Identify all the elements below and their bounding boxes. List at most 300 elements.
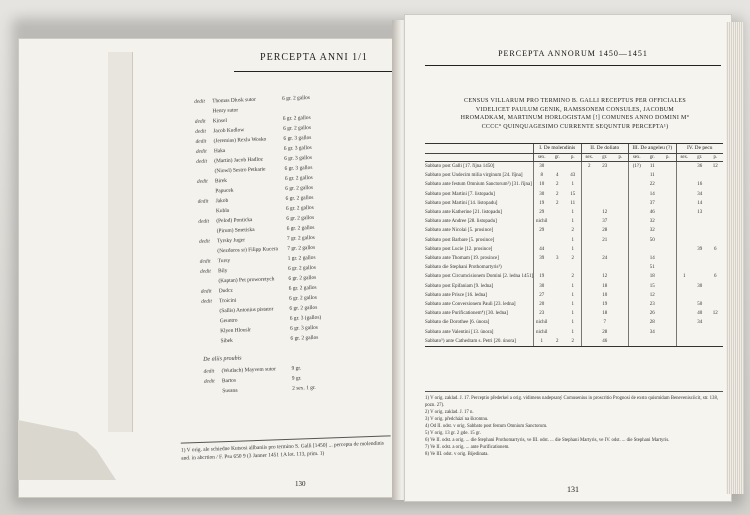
table-cell (582, 272, 598, 281)
table-cell: 23 (539, 311, 545, 317)
table-cell (613, 337, 629, 346)
table-cell: 2 (571, 338, 574, 344)
table-cell (582, 245, 598, 254)
table-cell (660, 190, 676, 199)
table-cell: 1 (571, 292, 574, 298)
unit-label: p. (618, 155, 623, 160)
table-cell (613, 263, 629, 272)
table-cell (629, 309, 645, 318)
table-cell: 28 (602, 329, 608, 335)
entry-value: 9 gr. (291, 365, 302, 372)
entry-mark: dedit (196, 178, 208, 185)
table-row (425, 162, 723, 171)
table-cell: 1 (571, 283, 574, 289)
table-cell (613, 318, 629, 327)
table-cell (708, 171, 724, 180)
table-row (425, 263, 723, 272)
footnote: 4) Od II. odst. v orig. Sabbato post festum Omnium Sanctorum. (425, 424, 548, 429)
table-cell: 1 (571, 210, 574, 216)
entry-name: Geuntro (219, 317, 238, 325)
entry-name: Henry sutor (212, 107, 239, 115)
table-cell: 2 (571, 274, 574, 280)
table-cell (582, 236, 598, 245)
table-cell: 1 (571, 246, 574, 252)
table-cell: nichil (536, 320, 548, 326)
unit-label: gr. (697, 155, 703, 160)
table-cell: 2 (556, 182, 559, 188)
table-cell (660, 282, 676, 291)
table-cell (582, 199, 598, 208)
table-cell (708, 337, 724, 346)
left-page-header: PERCEPTA ANNI 1/1 (234, 45, 394, 72)
footnote: 3) V orig. předchází na škromnu. (425, 417, 489, 422)
entry-value: 6 gr. 3 (gallos) (289, 314, 322, 322)
table-cell: nichil (536, 219, 548, 225)
table-cell (677, 208, 693, 217)
table-cell (534, 263, 550, 272)
entry-name: Troicini (219, 297, 237, 305)
entry-value: 6 gr. 3 gallos (290, 324, 319, 332)
table-row (425, 171, 723, 180)
table-cell: 11 (649, 164, 655, 169)
entry-value: 2 sex. 1 gr. (292, 384, 316, 392)
table-cell: 2 (556, 338, 559, 344)
table-cell: 6 (714, 274, 717, 280)
table-cell (660, 272, 676, 281)
column-header: III. De angeleu (?) (628, 144, 676, 153)
entry-value: 6 gr. 2 gallos (286, 214, 315, 222)
row-label: Sabbato ante Nicolai [5. prosince] (425, 228, 494, 234)
table-cell (550, 291, 566, 300)
table-cell (597, 245, 613, 254)
table-cell: 2 (571, 228, 574, 234)
table-cell (582, 263, 598, 272)
table-cell: 37 (602, 219, 608, 225)
table-cell (660, 291, 676, 300)
table-cell (582, 300, 598, 309)
entry-name: (Sallis) Antonius pistator (219, 306, 274, 315)
table-cell: 2 (571, 256, 574, 262)
table-row (425, 236, 723, 245)
table-cell: 15 (570, 191, 576, 197)
table-cell: 8 (540, 173, 543, 179)
entry-mark: dedit (195, 138, 207, 145)
table-cell: 29 (539, 210, 545, 216)
table-cell (629, 291, 645, 300)
table-cell (597, 171, 613, 180)
table-cell (613, 309, 629, 318)
table-row (425, 180, 723, 189)
table-cell (597, 180, 613, 189)
table-cell (677, 171, 693, 180)
unit-label: p. (570, 155, 575, 160)
entry-mark (194, 106, 212, 117)
table-cell (629, 180, 645, 189)
table-cell: 23 (602, 164, 608, 169)
table-cell (708, 226, 724, 235)
table-cell: 36 (697, 164, 703, 169)
table-cell (582, 217, 598, 226)
table-cell (660, 263, 676, 272)
table-cell: 39 (539, 256, 545, 262)
row-label: Sabbato ante Conversionem Pauli [23. ledna] (425, 302, 516, 308)
table-cell: 20 (539, 302, 545, 308)
footnote: 2) V orig. zaklad. J. 17 n. (425, 410, 474, 415)
row-label: Sabbato post Martini [7. listopadu] (425, 191, 495, 197)
table-cell (582, 180, 598, 189)
table-cell (550, 309, 566, 318)
table-cell (677, 236, 693, 245)
table-cell (582, 171, 598, 180)
unit-label: gr. (554, 155, 560, 160)
entry-mark (202, 316, 220, 327)
row-label: Sabbato ante Andree [28. listopadu] (425, 219, 497, 225)
table-cell: 11 (570, 200, 576, 206)
table-cell (677, 309, 693, 318)
entry-value: 6 gr. 2 gallos (287, 264, 317, 272)
column-header: II. De doliato (581, 144, 629, 153)
table-cell: (1?) (632, 164, 641, 169)
entry-name: Tyrsky Juger (216, 237, 246, 245)
footnote: 5) V orig. 13 gr. 2 gde. 15 gr. (425, 431, 481, 436)
table-cell (660, 337, 676, 346)
entry-value: 6 gr. 3 gallos (284, 164, 313, 172)
table-cell (629, 318, 645, 327)
table-cell (613, 171, 629, 180)
table-cell (565, 162, 581, 171)
table-cell: 32 (649, 219, 655, 225)
entry-mark (202, 336, 220, 347)
table-cell: 37 (649, 200, 655, 206)
table-cell (613, 236, 629, 245)
entry-value: 6 gr. 2 gallos (285, 204, 314, 212)
footnote: 1) V orig. zaklad. J. 17. Perceptio přederkel a orig. vidimens nadepsaný Comusenius in proscritio Prognosi de exsto quismidam Benevenisciicit, str. 138, pozn. 27). (425, 396, 719, 408)
table-cell (677, 226, 693, 235)
table-cell (708, 236, 724, 245)
entry-mark (199, 226, 217, 237)
table-cell: 30 (697, 283, 703, 289)
table-cell: 16 (697, 182, 703, 188)
entry-value: 6 gr. 3 gallos (284, 154, 313, 162)
table-cell (708, 254, 724, 263)
entry-mark (198, 206, 216, 217)
table-cell: 50 (697, 302, 703, 308)
table-cell (660, 208, 676, 217)
row-label: Sabbato die Dorothee [6. února] (425, 320, 490, 326)
entry-value: 6 gr. 3 gallos (283, 144, 312, 152)
table-cell (629, 328, 645, 337)
table-cell (692, 226, 708, 235)
table-cell (613, 208, 629, 217)
table-cell: 18 (602, 283, 608, 289)
table-cell (613, 300, 629, 309)
entry-value: 7 gr. 2 gallos (287, 244, 316, 252)
table-cell: 2 (556, 191, 559, 197)
table-cell (550, 328, 566, 337)
table-cell (692, 217, 708, 226)
table-cell (629, 199, 645, 208)
table-cell (613, 328, 629, 337)
table-cell (645, 245, 661, 254)
table-cell: 14 (649, 191, 655, 197)
table-cell: 15 (649, 283, 655, 289)
row-label: Sabbato post Epifaniam [9. ledna] (425, 283, 494, 289)
entry-value: 6 gr. 2 gallos (289, 304, 318, 312)
entry-mark: dedit (195, 128, 207, 135)
entry-mark (196, 166, 214, 177)
table-cell: 50 (649, 237, 655, 243)
table-cell (708, 217, 724, 226)
table-cell: 12 (649, 292, 655, 298)
entry-mark (202, 326, 220, 337)
table-cell: 27 (539, 292, 545, 298)
entry-name: Kubla (215, 207, 230, 215)
table-cell: 46 (649, 210, 655, 216)
table-cell: 14 (649, 256, 655, 262)
entry-value: 6 gr. 2 gallos (285, 184, 314, 192)
table-cell (550, 236, 566, 245)
table-cell (582, 337, 598, 346)
right-page-number: 131 (567, 485, 579, 494)
left-cover-edge (108, 52, 133, 432)
table-cell: 24 (602, 256, 608, 262)
unit-label: sex. (632, 155, 641, 160)
right-page (404, 14, 732, 502)
right-page-footnotes (425, 391, 723, 458)
table-row (425, 190, 723, 199)
table-cell (677, 300, 693, 309)
table-cell: 1 (540, 338, 543, 344)
table-cell: 32 (649, 228, 655, 234)
entry-name: (Pirum) Smetiska (216, 226, 255, 235)
table-cell (613, 254, 629, 263)
entry-name: Kinsel (212, 117, 228, 125)
table-cell (550, 226, 566, 235)
table-cell: 4 (556, 173, 559, 179)
entry-value: 6 gr. 2 gallos (288, 284, 317, 292)
table-cell: 6 (714, 246, 717, 252)
row-label: Sabbato die Stephani Prothomartyris³) (425, 265, 502, 271)
row-label: Sabbato⁵) ante Cathedram s. Petri [20. února] (425, 338, 516, 344)
table-cell (550, 282, 566, 291)
table-cell (582, 282, 598, 291)
entry-value: 1 gr. 2 gallos (287, 254, 316, 262)
table-cell (660, 217, 676, 226)
table-cell (629, 245, 645, 254)
table-cell: 19 (602, 302, 608, 308)
table-cell: 1 (571, 329, 574, 335)
table-cell: 10 (539, 182, 545, 188)
entry-name: Dudcz (218, 287, 233, 295)
table-cell (582, 226, 598, 235)
table-cell (550, 300, 566, 309)
table-cell (629, 217, 645, 226)
table-cell: 1 (571, 311, 574, 317)
entry-name: (Wutlach) Mayvem sutor (221, 366, 276, 375)
table-cell (677, 291, 693, 300)
row-label: Sabbato post Lucie [12. prosince] (425, 246, 493, 252)
entry-mark: dedit (196, 158, 208, 165)
table-cell: 1 (571, 302, 574, 308)
left-page-text (194, 90, 396, 456)
row-label: Sabbato ante Purificationem⁴) [30. ledna] (425, 311, 508, 317)
entry-mark (201, 306, 219, 317)
row-label: Sabbato post Circumcisionem Domini [2. ledna 1451] (425, 274, 533, 280)
entry-name: Bily (217, 267, 228, 275)
table-row (425, 254, 723, 263)
table-cell (629, 272, 645, 281)
table-cell (660, 180, 676, 189)
entry-name: Jakob (215, 197, 229, 205)
table-cell (613, 180, 629, 189)
entry-name: Birek (214, 177, 228, 185)
table-cell: 2 (588, 164, 591, 169)
entry-value: 9 gr. (291, 375, 302, 382)
right-page-title: CENSUS VILLARUM PRO TERMINO B. GALLI RECEPTUS PER OFFICIALES VIDELICET PAULUM GENIK, RAMSSONEM CONSULES, JACOBUM HROMADKAM, MARTINUM HORLOGISTAM [!] COMUNES ANNO DOMINI M° CCCC° QUINQUAGESIMO CURRENTE SEQUNTUR PERCEPTA¹) (460, 98, 690, 130)
table-cell (613, 272, 629, 281)
table-cell (582, 254, 598, 263)
entry-mark (197, 186, 215, 197)
left-section-heading: De aliis proubis (203, 355, 242, 363)
table-cell: 30 (539, 164, 545, 169)
entry-mark: dedit (198, 218, 210, 225)
column-header: I. De molendinis (533, 144, 581, 153)
entry-mark: dedit (200, 288, 212, 295)
table-cell (660, 162, 676, 171)
table-cell (629, 208, 645, 217)
table-cell (660, 309, 676, 318)
table-cell (660, 254, 676, 263)
left-page-footnote: 1) V orig. ale schiedne Kutsosi allbaniis pro termino S. Galli [1450] ... percepta de molendinis and. in abcrtion / F. Psu 650 9 (3 Janner 1451 1A lot. 113, prim. 1) (181, 435, 392, 462)
table-cell (629, 254, 645, 263)
table-cell: 22 (649, 182, 655, 188)
footnote: 8) Ve III. odst. v orig. Bijedinata. (425, 452, 489, 457)
table-cell (629, 282, 645, 291)
table-cell (660, 328, 676, 337)
table-cell (660, 318, 676, 327)
table-cell (677, 217, 693, 226)
table-cell (660, 236, 676, 245)
table-cell: 34 (649, 329, 655, 335)
entry-value: 6 gr. 3 gallos (283, 134, 312, 142)
table-cell: 3 (556, 256, 559, 262)
entry-value: 6 gr. 2 gallos (285, 194, 314, 202)
table-row (425, 300, 723, 309)
table-cell: 11 (649, 173, 655, 179)
table-cell (534, 236, 550, 245)
entry-mark: dedit (195, 148, 207, 155)
row-label: Sabbato post Galli [17. října 1450] (425, 164, 495, 169)
table-cell: 1 (571, 237, 574, 243)
entry-mark: dedit (203, 368, 215, 375)
entry-name: (Nezdoros sr) Filipp Kucera (217, 246, 279, 255)
table-cell: 7 (603, 320, 606, 326)
left-page-number: 130 (295, 480, 306, 488)
table-cell (597, 263, 613, 272)
table-cell (629, 337, 645, 346)
entry-name: (Pelod) Ponticka (216, 217, 253, 225)
row-label: Sabbato ante Thomam [19. prosince] (425, 256, 499, 262)
table-header (425, 144, 723, 154)
table-cell (660, 245, 676, 254)
table-cell: 12 (712, 311, 718, 317)
table-cell: 28 (649, 320, 655, 326)
table-cell: 2 (556, 200, 559, 206)
entry-value: 6 gr. 2 gallos (284, 174, 313, 182)
table-row (425, 272, 723, 281)
unit-label: gr. (602, 155, 608, 160)
table-cell (613, 217, 629, 226)
table-cell (692, 337, 708, 346)
table-cell (677, 328, 693, 337)
table-row (425, 309, 723, 318)
footnote: 6) Ve II. odst. a orig. ... die Stephani Prothomartyris, ve III. odst. ... die Stephani Martyris, ve IV. odst. ... die Stephani Martyris. (425, 438, 670, 443)
row-label: Sabbato post Undecim milia virginum [24. října] (425, 173, 523, 179)
table-cell (645, 337, 661, 346)
entry-mark: dedit (201, 298, 213, 305)
row-label: Sabbato ante Prisce [16. ledna] (425, 292, 488, 298)
table-cell (582, 291, 598, 300)
entry-mark: dedit (198, 238, 210, 245)
table-cell (708, 328, 724, 337)
table-cell (613, 226, 629, 235)
table-cell: 1 (571, 182, 574, 188)
table-cell (629, 263, 645, 272)
table-cell (692, 291, 708, 300)
table-cell: 51 (649, 265, 655, 271)
table-cell: 1 (683, 274, 686, 280)
entry-value: 6 gr. 2 gallos (282, 94, 311, 102)
table-cell (613, 282, 629, 291)
entry-name: Klyen Hlouslr (220, 327, 251, 335)
table-cell (660, 300, 676, 309)
table-cell (708, 291, 724, 300)
page-edges (726, 22, 744, 494)
unit-label: p. (665, 155, 670, 160)
table-cell (550, 245, 566, 254)
entry-name: Tursy (217, 257, 231, 265)
table-row (425, 328, 723, 337)
table-cell: 19 (539, 200, 545, 206)
table-row (425, 282, 723, 291)
entry-value: 7 gr. 2 gallos (286, 234, 315, 242)
table-cell (582, 328, 598, 337)
entry-mark: dedit (199, 258, 211, 265)
table-cell (550, 318, 566, 327)
table-cell (660, 171, 676, 180)
table-cell: nichil (536, 329, 548, 335)
table-cell (629, 236, 645, 245)
table-cell (708, 263, 724, 272)
table-cell: 1 (571, 320, 574, 326)
table-cell: 14 (697, 200, 703, 206)
table-cell: 21 (602, 237, 608, 243)
table-cell (677, 245, 693, 254)
table-cell (677, 282, 693, 291)
entry-value: 6 gr. 2 gallos (286, 224, 315, 232)
table-cell (660, 199, 676, 208)
table-row (425, 245, 723, 254)
unit-label: sex. (680, 155, 689, 160)
table-cell (677, 199, 693, 208)
row-label: Sabbato ante Katherine [21. listopadu] (425, 210, 503, 216)
column-header: IV. De pecu (676, 144, 724, 153)
table-cell (550, 263, 566, 272)
entry-mark: dedit (200, 268, 211, 275)
table-cell (565, 263, 581, 272)
table-cell (597, 199, 613, 208)
table-row (425, 337, 723, 346)
